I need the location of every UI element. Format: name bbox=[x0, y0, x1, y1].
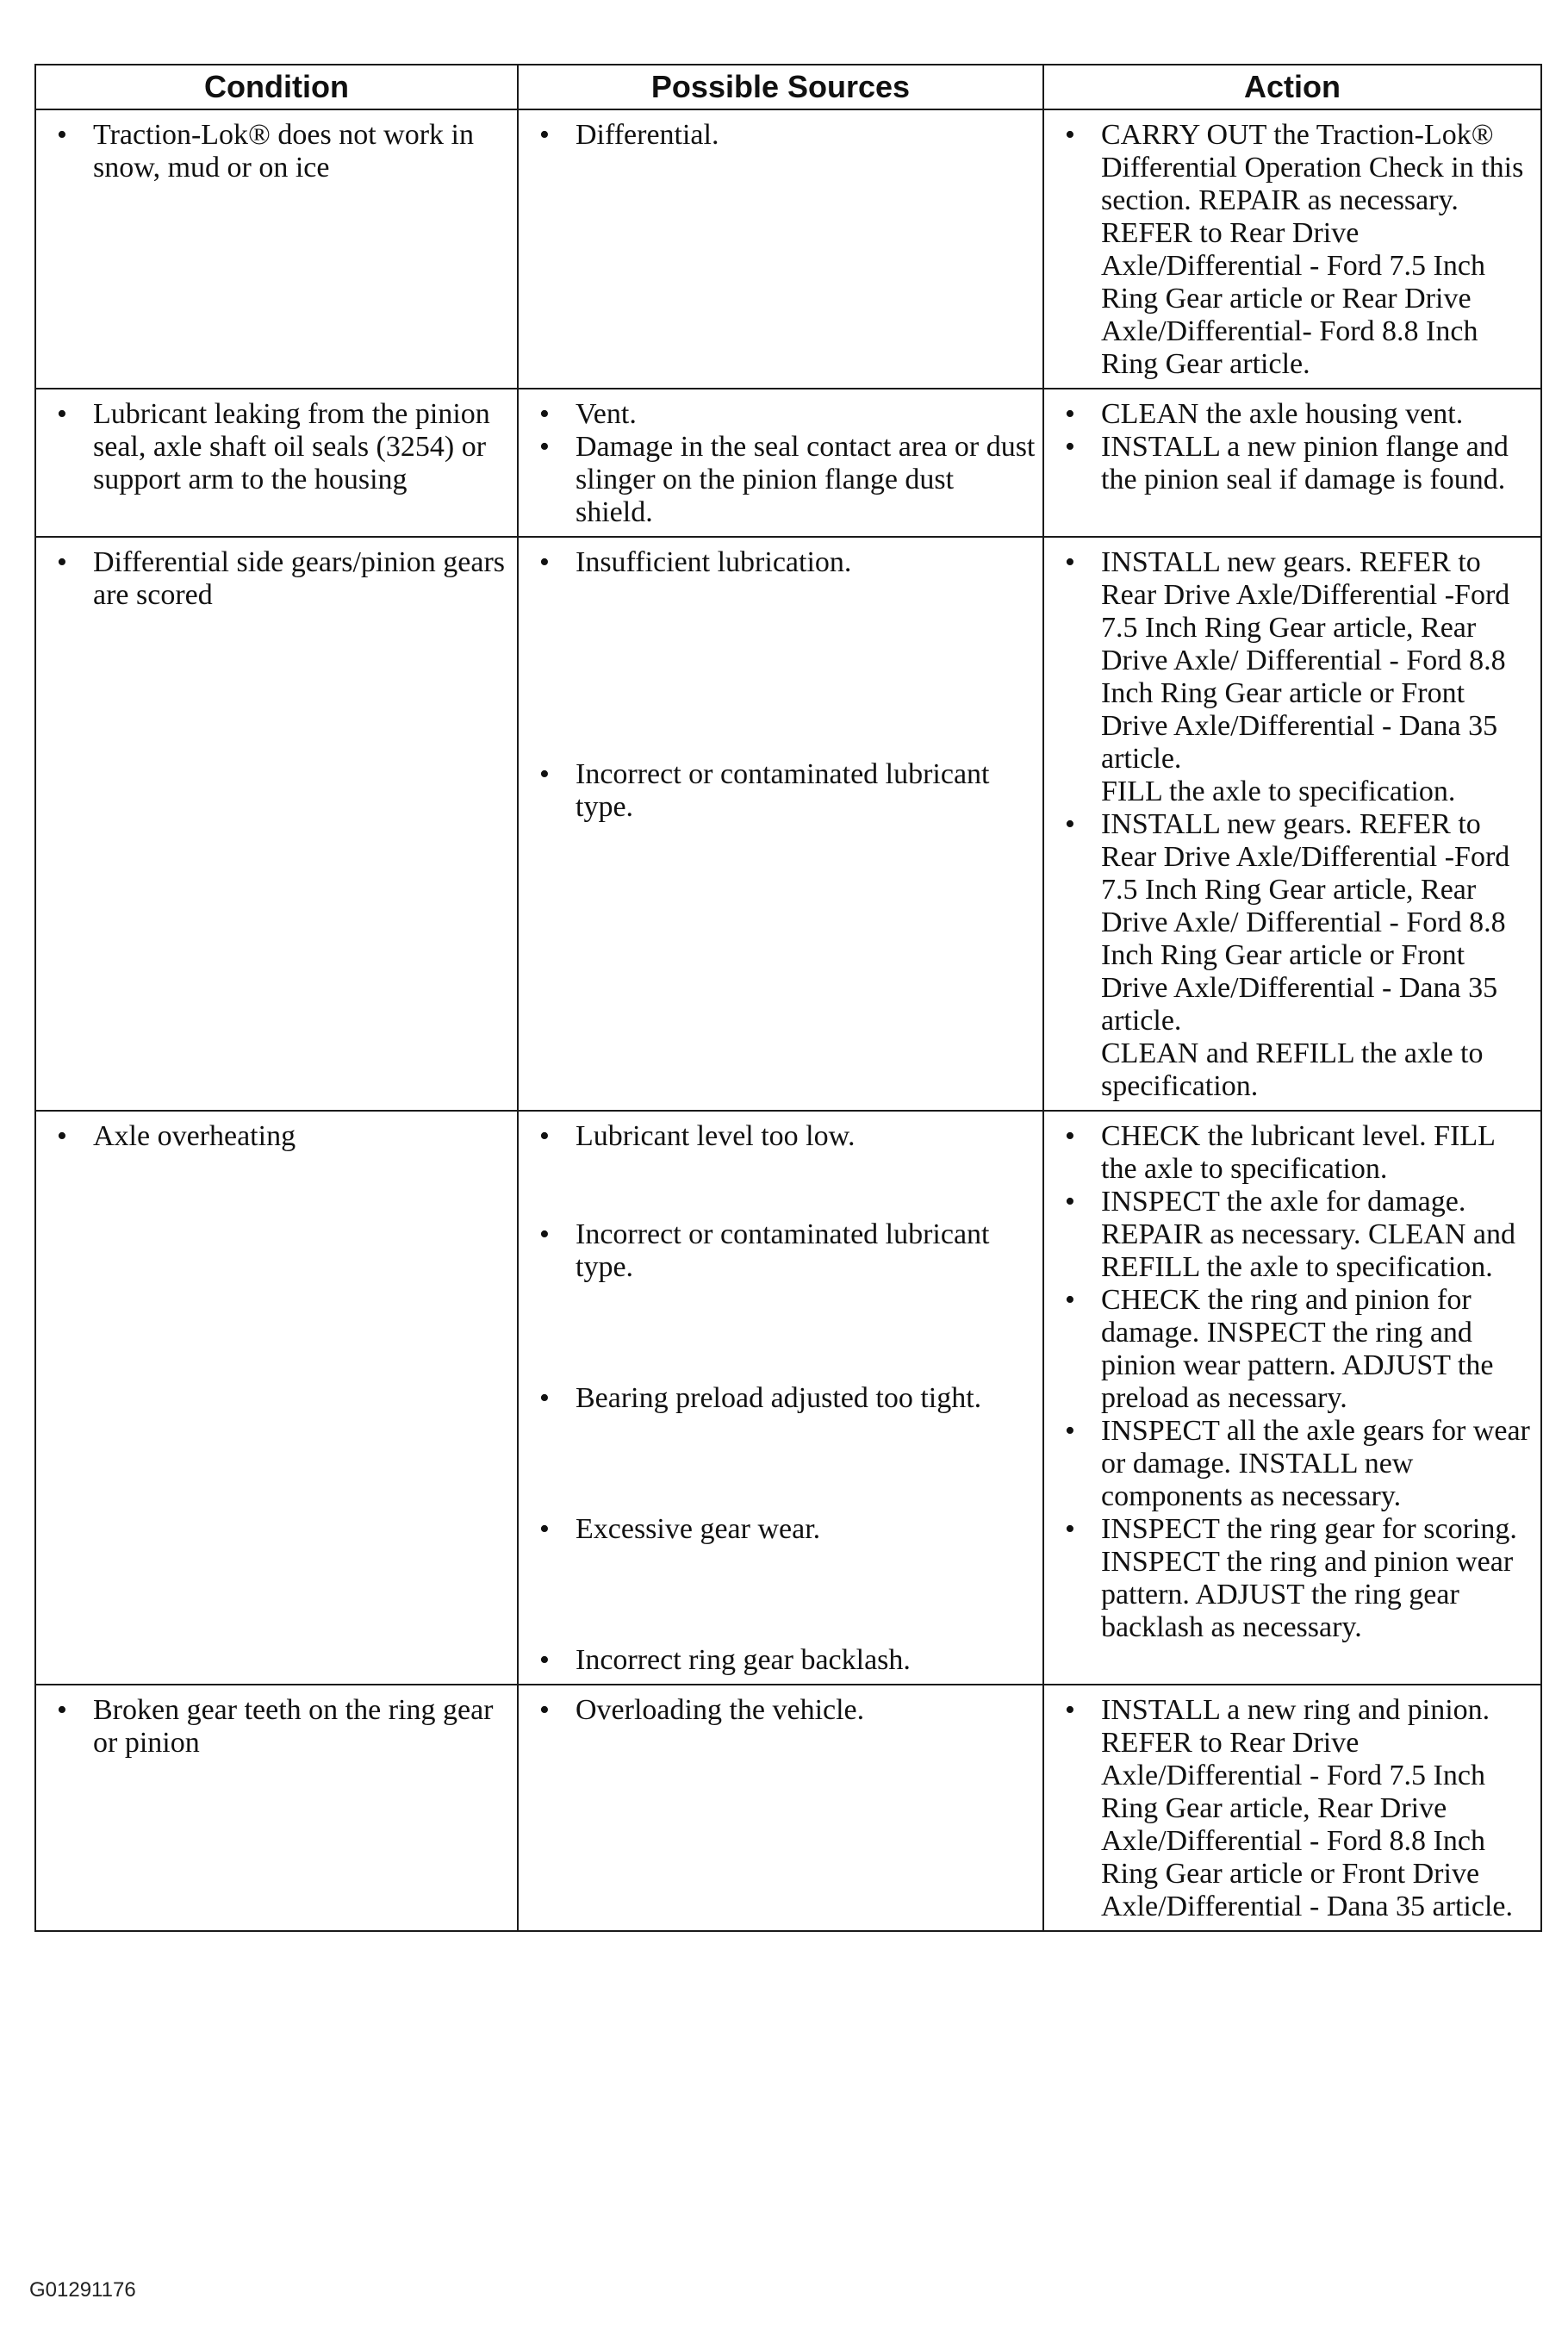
possible-source-item: • Insufficient lubrication. bbox=[529, 546, 1036, 579]
table-row bbox=[35, 1685, 1541, 1931]
action-cell bbox=[1043, 1111, 1541, 1685]
possible-source-item: • Excessive gear wear. bbox=[529, 1513, 1036, 1546]
possible-source-item: • Incorrect or contaminated lubricant type. bbox=[529, 1218, 1036, 1284]
action-item: • CHECK the lubricant level. FILL the axle to specification. bbox=[1055, 1120, 1534, 1186]
condition-cell bbox=[35, 537, 518, 1111]
table-row bbox=[35, 389, 1541, 537]
condition-text: • Lubricant leaking from the pinion seal, axle shaft oil seals (3254) or support arm to the housing bbox=[47, 398, 510, 496]
possible-source-item: • Differential. bbox=[529, 119, 1036, 152]
action-item: • INSTALL new gears. REFER to Rear Drive Axle/Differential -Ford 7.5 Inch Ring Gear article, Rear Drive Axle/ Differential - Ford 8.8 Inch Ring Gear article or Front Drive Axle/Differential - Dana 35 article. bbox=[1055, 546, 1534, 776]
action-item: • CARRY OUT the Traction-Lok® Differential Operation Check in this section. REPAIR as necessary. REFER to Rear Drive Axle/Differential - Ford 7.5 Inch Ring Gear article or Rear Drive Axle/Differential- Ford 8.8 Inch Ring Gear article. bbox=[1055, 119, 1534, 381]
action-item: • INSPECT the axle for damage. REPAIR as necessary. CLEAN and REFILL the axle to specification. bbox=[1055, 1186, 1534, 1284]
possible-source-item: • Vent. bbox=[529, 398, 1036, 431]
figure-id: G01291176 bbox=[29, 2278, 136, 2302]
condition-text: • Axle overheating bbox=[47, 1120, 510, 1153]
condition-cell bbox=[35, 1685, 518, 1931]
header-row bbox=[35, 65, 1541, 109]
action-item: • CLEAN the axle housing vent. bbox=[1055, 398, 1534, 431]
condition-text: • Broken gear teeth on the ring gear or pinion bbox=[47, 1694, 510, 1760]
possible-sources-cell bbox=[518, 109, 1043, 389]
possible-sources-cell bbox=[518, 389, 1043, 537]
troubleshooting-table bbox=[34, 64, 1542, 1932]
possible-source-item: • Overloading the vehicle. bbox=[529, 1694, 1036, 1727]
action-item-continuation: CLEAN and REFILL the axle to specification. bbox=[1101, 1037, 1484, 1102]
condition-text: • Differential side gears/pinion gears are scored bbox=[47, 546, 510, 612]
action-item: • CHECK the ring and pinion for damage. INSPECT the ring and pinion wear pattern. ADJUST the preload as necessary. bbox=[1055, 1284, 1534, 1415]
condition-text: • Traction-Lok® does not work in snow, mud or on ice bbox=[47, 119, 510, 184]
possible-sources-cell bbox=[518, 1685, 1043, 1931]
possible-sources-cell bbox=[518, 1111, 1043, 1685]
table-row bbox=[35, 537, 1541, 1111]
possible-sources-cell bbox=[518, 537, 1043, 1111]
action-item: • INSTALL a new pinion flange and the pinion seal if damage is found. bbox=[1055, 431, 1534, 496]
header-action: Action bbox=[1043, 65, 1541, 109]
table-body bbox=[35, 109, 1541, 1931]
possible-source-item: • Incorrect ring gear backlash. bbox=[529, 1644, 1036, 1677]
action-cell bbox=[1043, 537, 1541, 1111]
action-item: • INSPECT all the axle gears for wear or damage. INSTALL new components as necessary. bbox=[1055, 1415, 1534, 1513]
header-possible-sources: Possible Sources bbox=[518, 65, 1043, 109]
action-cell bbox=[1043, 109, 1541, 389]
action-item: • INSTALL a new ring and pinion. REFER to Rear Drive Axle/Differential - Ford 7.5 Inch Ring Gear article, Rear Drive Axle/Differential - Ford 8.8 Inch Ring Gear article or Front Drive Axle/Differential - Dana 35 article. bbox=[1055, 1694, 1534, 1923]
header-condition: Condition bbox=[35, 65, 518, 109]
condition-cell bbox=[35, 109, 518, 389]
table-row bbox=[35, 1111, 1541, 1685]
possible-source-item: • Incorrect or contaminated lubricant type. bbox=[529, 758, 1036, 824]
possible-source-item: • Bearing preload adjusted too tight. bbox=[529, 1382, 1036, 1415]
action-item: • INSPECT the ring gear for scoring. INSPECT the ring and pinion wear pattern. ADJUST the ring gear backlash as necessary. bbox=[1055, 1513, 1534, 1644]
action-item: • INSTALL new gears. REFER to Rear Drive Axle/Differential -Ford 7.5 Inch Ring Gear article, Rear Drive Axle/ Differential - Ford 8.8 Inch Ring Gear article or Front Drive Axle/Differential - Dana 35 article. bbox=[1055, 808, 1534, 1037]
possible-source-item: • Damage in the seal contact area or dust slinger on the pinion flange dust shield. bbox=[529, 431, 1036, 529]
action-item-continuation: FILL the axle to specification. bbox=[1101, 776, 1456, 807]
action-cell bbox=[1043, 389, 1541, 537]
condition-cell bbox=[35, 389, 518, 537]
table-row bbox=[35, 109, 1541, 389]
possible-source-item: • Lubricant level too low. bbox=[529, 1120, 1036, 1153]
action-cell bbox=[1043, 1685, 1541, 1931]
condition-cell bbox=[35, 1111, 518, 1685]
